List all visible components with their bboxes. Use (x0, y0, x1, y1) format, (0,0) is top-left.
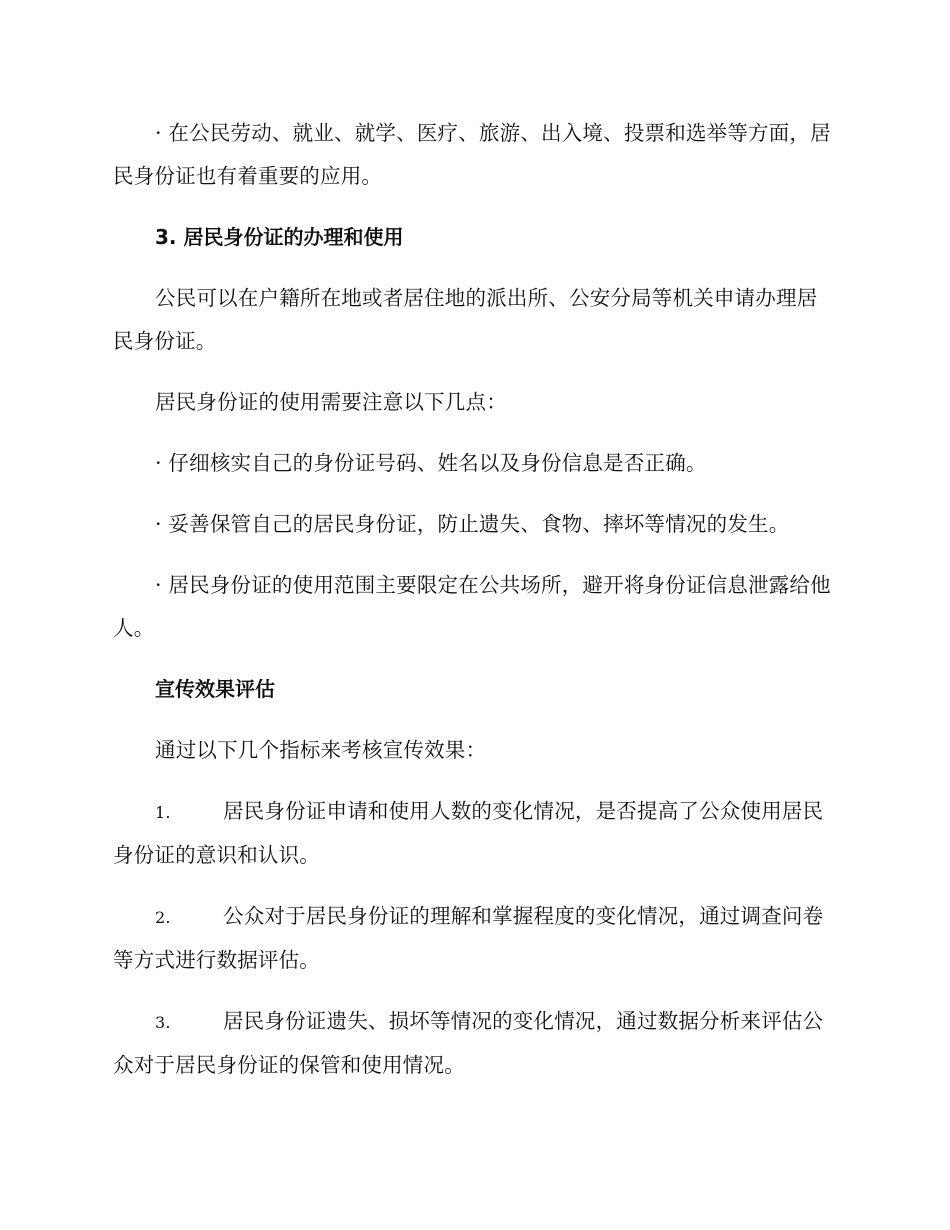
paragraph-application-location: 公民可以在户籍所在地或者居住地的派出所、公安分局等机关申请办理居民身份证。 (113, 286, 818, 353)
item-text: 居民身份证遗失、损坏等情况的变化情况，通过数据分析来评估公众对于居民身份证的保管和使用情况。 (113, 1009, 824, 1077)
document-body (113, 112, 837, 1105)
numbered-item-1 (113, 790, 837, 877)
numbered-item-3 (113, 1000, 837, 1087)
section-heading-processing-and-use: 3. 居民身份证的办理和使用 (155, 225, 404, 249)
numbered-item-2 (113, 895, 837, 982)
item-number: 2. (155, 908, 171, 927)
item-text: 公众对于居民身份证的理解和掌握程度的变化情况，通过调查问卷等方式进行数据评估。 (113, 904, 824, 972)
item-number: 1. (155, 803, 171, 822)
bullet-paragraph-applications: · 在公民劳动、就业、就学、医疗、旅游、出入境、投票和选举等方面，居民身份证也有着重要的应用。 (113, 121, 831, 188)
item-number: 3. (155, 1013, 171, 1032)
bullet-verify-info: · 仔细核实自己的身份证号码、姓名以及身份信息是否正确。 (155, 451, 707, 475)
paragraph-indicators-intro: 通过以下几个指标来考核宣传效果： (155, 738, 487, 762)
bullet-usage-scope: · 居民身份证的使用范围主要限定在公共场所，避开将身份证信息泄露给他人。 (113, 573, 831, 640)
section-heading-effect-evaluation: 宣传效果评估 (155, 677, 275, 701)
paragraph-usage-notes-intro: 居民身份证的使用需要注意以下几点： (155, 390, 507, 414)
item-text: 居民身份证申请和使用人数的变化情况，是否提高了公众使用居民身份证的意识和认识。 (113, 799, 824, 867)
bullet-keep-safe: · 妥善保管自己的居民身份证，防止遗失、食物、摔坏等情况的发生。 (155, 512, 790, 536)
